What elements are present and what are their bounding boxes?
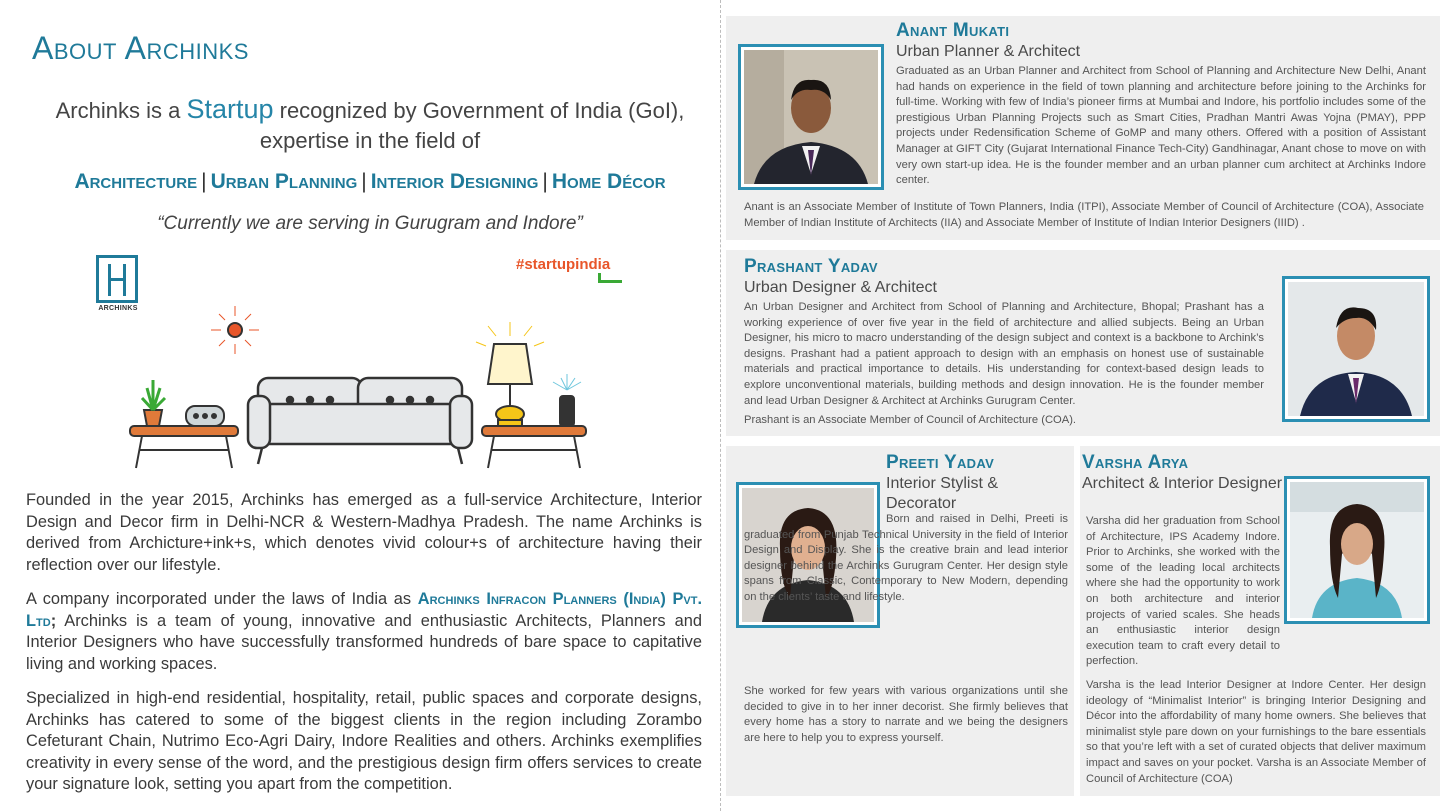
about-paragraph-company (26, 589, 702, 675)
startupindia-logo: #startupindia (516, 256, 611, 273)
prashant-bio: An Urban Designer and Architect from School of Planning and Architecture, Bhopal; Prashant has a working experience of over five year in the field of architecture and allied subjects. Being an Urban Designer, his micro to macro understanding of the design subject and context is a backbone to Archink’s designs. Prashant had a patient approach to design with an emphasis on honest use of sustainable materials and practical importance to details. His understanding for context-based design leads to explore unconventional materials, building methods and design innovation. He is the founder member and lead Urban Designer & Architect at Archinks Gurugram Center. (744, 301, 1264, 407)
speaker-glow-icon (553, 374, 581, 390)
about-title (32, 30, 249, 67)
about-paragraph-founded: Founded in the year 2015, Archinks has emerged as a full-service Architecture, Interior Design and Decor firm in Delhi-NCR & Western-Madhya Pradesh. The name Archinks is derived from Archicture+ink+s, which denotes vivid colour+s of architecture having their reflection over our lifestyle. (26, 491, 702, 574)
preeti-bio-2: She worked for few years with various organizations until she decided to give in to her inner decorist. She firmly believes that every home has a story to narrate and we being the designers are here to help you to express yourself. (744, 685, 1068, 744)
side-table-left-icon (130, 380, 238, 468)
varsha-role: Architect & Interior Designer (1082, 475, 1283, 492)
anant-membership: Anant is an Associate Member of Institute of Town Planners, India (ITPI), Associate Member of Council of Architecture (COA), Associate Member of Indian Institute of Architects (IIA) and Associate Member of Institute of Indian Interior Designers (IIID) . (744, 201, 1424, 229)
service-architecture: Architecture (74, 170, 198, 193)
service-urban-planning: Urban Planning (210, 170, 358, 193)
team-card-varsha (1080, 446, 1440, 796)
about-title-first: About (32, 30, 117, 66)
intro-post: recognized by Government of India (GoI), (273, 98, 685, 123)
anant-role: Urban Planner & Architect (896, 43, 1081, 60)
logo-text: ARCHINKS (98, 305, 138, 312)
startupindia-arrow-icon (598, 273, 622, 283)
varsha-name: Varsha Arya (1082, 452, 1189, 473)
team-card-anant (726, 16, 1440, 240)
team-section (722, 0, 1440, 811)
about-title-second: Archinks (124, 30, 249, 66)
varsha-bio: Varsha did her graduation from School of Architecture, IPS Academy Indore. Prior to Archinks, she worked with the some of the leading local architects where she had the opportunity to work on both architecture and interior projects of varied scales. She heads an enthusiastic interior design execution team to craft every detail to perfection. (1086, 515, 1280, 668)
varsha-photo (1284, 476, 1430, 624)
varsha-bio-2: Varsha is the lead Interior Designer at Indore Center. Her design ideology of “Minimalist Interior” is bringing Interior Designing and Décor into the affordability of many home owners. She believes that minimalist style pare down on your furnishings to the bare essentials so that you’re left with a set of curated objects that deliver maximum impact and saves on your pocket. Varsha is an Associate Member of Council of Architecture (COA) (1086, 679, 1426, 785)
preeti-role: Interior Stylist & Decorator (886, 475, 999, 512)
company-name: Archinks Infracon Planners (India) Pvt. Ltd (26, 590, 702, 630)
living-room-illustration (120, 300, 600, 476)
wall-lamp-icon (211, 306, 259, 354)
anant-photo (738, 44, 884, 190)
team-card-preeti (726, 446, 1074, 796)
column-divider (720, 0, 721, 811)
service-home-decor: Home Décor (551, 170, 666, 193)
intro-pre: Archinks is a (55, 98, 187, 123)
intro-line2: expertise in the field of (259, 128, 481, 153)
prashant-membership: Prashant is an Associate Member of Council of Architecture (COA). (744, 414, 1077, 427)
prashant-role: Urban Designer & Architect (744, 279, 937, 296)
prashant-photo (1282, 276, 1430, 422)
side-table-right-icon (482, 344, 586, 468)
lamp-glow-icon (476, 322, 544, 346)
anant-bio: Graduated as an Urban Planner and Architect from School of Planning and Architecture New Delhi, Anant had hands on experience in the field of town planning and architecture before joining to the Archinks for full-time. Working with few of India’s pioneer firms at Mumbai and Indore, his portfolio includes some of the prestigious Urban Planning Projects such as Smart Cities, Pradhan Mantri Awas Yojna (PMAY), PPP projects under Redensification Scheme of GoMP and many others. Offered with a position of Assistant Manager at GIFT City (Gujarat International Finance Tech-City) Gandhinagar, Anant chose to move on with very own start-up idea. He is the founder member and an urban planner cum architect at Archinks Indore center. (896, 65, 1426, 187)
team-card-prashant (726, 250, 1440, 436)
company-post: Archinks is a team of young, innovative and enthusiastic Architects, Planners and Interior Designers who have successfully transformed hundreds of bare space to capitative living and working spaces. (26, 611, 702, 673)
prashant-name: Prashant Yadav (744, 256, 878, 277)
anant-name: Anant Mukati (896, 20, 1010, 41)
intro-text (30, 94, 710, 156)
preeti-bio: Born and raised in Delhi, Preeti is graduated from Punjab Technical University in the field of Interior Design and Display. She is the creative brain and lead interior designer behind the Archinks Gurugram Center. Her design style spans from Classic, Contemporary to New Modern, depending on the clients’ taste and lifestyle. (744, 513, 1068, 603)
intro-startup: Startup (186, 94, 274, 124)
preeti-name: Preeti Yadav (886, 452, 995, 473)
services-list: Architecture | Urban Planning | Interior Designing | Home Décor (74, 170, 666, 193)
tagline: “Currently we are serving in Gurugram and Indore” (157, 213, 583, 234)
company-pre: A company incorporated under the laws of India as (26, 590, 418, 608)
service-interior-designing: Interior Designing (370, 170, 539, 193)
company-semicolon: ; (50, 611, 57, 630)
about-paragraph-specialized: Specialized in high-end residential, hospitality, retail, public spaces and corporate designs, Archinks has catered to some of the biggest clients in the region including Zorambo Cefeturant Chain, Nutrimo Eco-Agri Dairy, Indore Realities and others. Archinks exemplifies creativity in every sense of the word, and the prestigious design firm offers services to create your signature look, setting you apart from the competition. (26, 689, 702, 793)
sofa-icon (248, 378, 472, 464)
